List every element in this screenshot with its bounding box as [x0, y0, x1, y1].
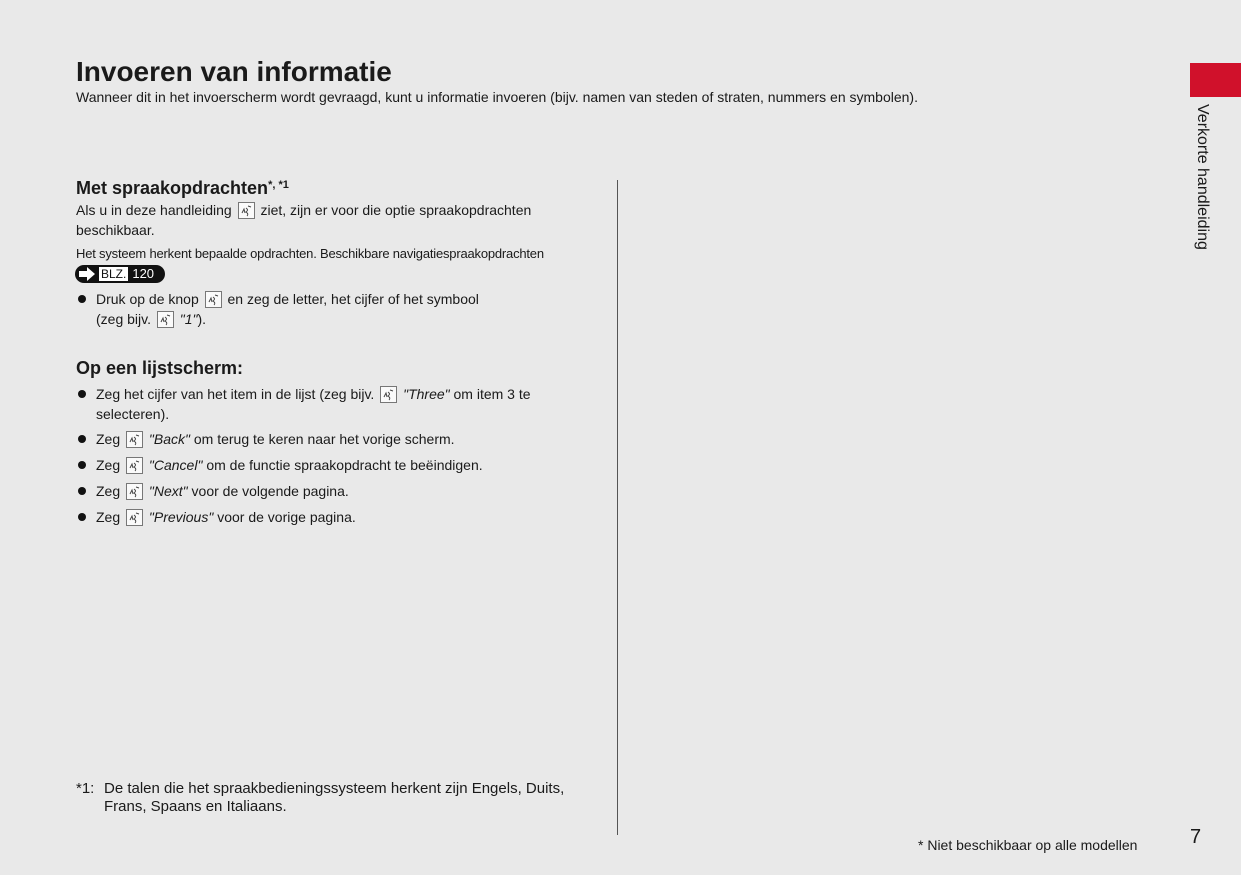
voice-command-text: "Three"	[403, 386, 450, 402]
bullet-text: voor de vorige pagina.	[213, 509, 356, 525]
footnote-label: *1:	[76, 780, 95, 797]
footnote-line1: De talen die het spraakbedieningssysteem herkent zijn Engels, Duits,	[104, 780, 565, 797]
bullet-text: Zeg	[96, 483, 121, 499]
bullet-text: om de functie spraakopdracht te beëindigen.	[202, 457, 483, 473]
bullet-text: Druk op de knop	[96, 291, 199, 307]
availability-note: * Niet beschikbaar op alle modellen	[918, 837, 1138, 853]
bullet-text: om item 3 te selecteren).	[96, 386, 531, 422]
footnote-line2: Frans, Spaans en Italiaans.	[104, 798, 287, 815]
voice-command-icon	[205, 291, 222, 308]
section-heading-text: Met spraakopdrachten	[76, 178, 269, 198]
bullet-text: (zeg bijv.	[96, 311, 151, 327]
voice-command-icon	[380, 386, 397, 403]
column-divider	[617, 180, 618, 835]
page-reference-number: 120	[132, 266, 155, 281]
section-heading-list: Op een lijstscherm:	[76, 358, 244, 378]
list-item	[76, 384, 596, 424]
list-item	[76, 429, 596, 449]
list-item	[76, 455, 596, 475]
voice-command-text: "1"	[179, 311, 198, 327]
voice-command-icon	[126, 457, 143, 474]
intro-text: Wanneer dit in het invoerscherm wordt gevraagd, kunt u informatie invoeren (bijv. namen van steden of straten, nummers en symbolen).	[76, 89, 918, 105]
page-reference-link[interactable]	[75, 265, 165, 283]
chapter-tab-label: Verkorte handleiding	[1194, 104, 1211, 250]
voice-paragraph-text-b: ziet, zijn er voor die optie spraakopdrachten beschikbaar.	[76, 202, 532, 238]
section-heading-voice	[76, 174, 289, 199]
page-title: Invoeren van informatie	[76, 56, 392, 87]
voice-paragraph-text-a: Als u in deze handleiding	[76, 202, 232, 218]
voice-paragraph	[76, 200, 606, 240]
bullet-text: Zeg het cijfer van het item in de lijst (zeg bijv.	[96, 386, 375, 402]
system-paragraph: Het systeem herkent bepaalde opdrachten. Beschikbare navigatiespraakopdrachten	[76, 246, 544, 261]
bullet-text: Zeg	[96, 457, 121, 473]
chapter-tab-marker	[1190, 63, 1241, 97]
list-item	[76, 481, 596, 501]
page-reference-label: BLZ.	[101, 267, 127, 281]
bullet-text: Zeg	[96, 509, 121, 525]
voice-command-icon	[126, 431, 143, 448]
voice-command-text: "Back"	[148, 431, 190, 447]
voice-command-icon	[126, 509, 143, 526]
voice-command-text: "Previous"	[148, 509, 214, 525]
arrow-right-icon	[75, 265, 99, 283]
bullet-text: Zeg	[96, 431, 121, 447]
footnote	[76, 780, 606, 816]
voice-command-icon	[238, 202, 255, 219]
bullet-text: om terug te keren naar het vorige scherm.	[189, 431, 455, 447]
list-item	[76, 289, 596, 329]
bullet-text: ).	[197, 311, 207, 327]
voice-command-text: "Cancel"	[148, 457, 203, 473]
bullet-text: voor de volgende pagina.	[187, 483, 349, 499]
bullet-text: en zeg de letter, het cijfer of het symbool	[227, 291, 479, 307]
voice-command-icon	[157, 311, 174, 328]
page-number: 7	[1190, 826, 1202, 848]
heading-footnote-marks: *, *1	[268, 179, 289, 191]
voice-command-icon	[126, 483, 143, 500]
voice-command-text: "Next"	[148, 483, 188, 499]
list-item	[76, 507, 596, 527]
